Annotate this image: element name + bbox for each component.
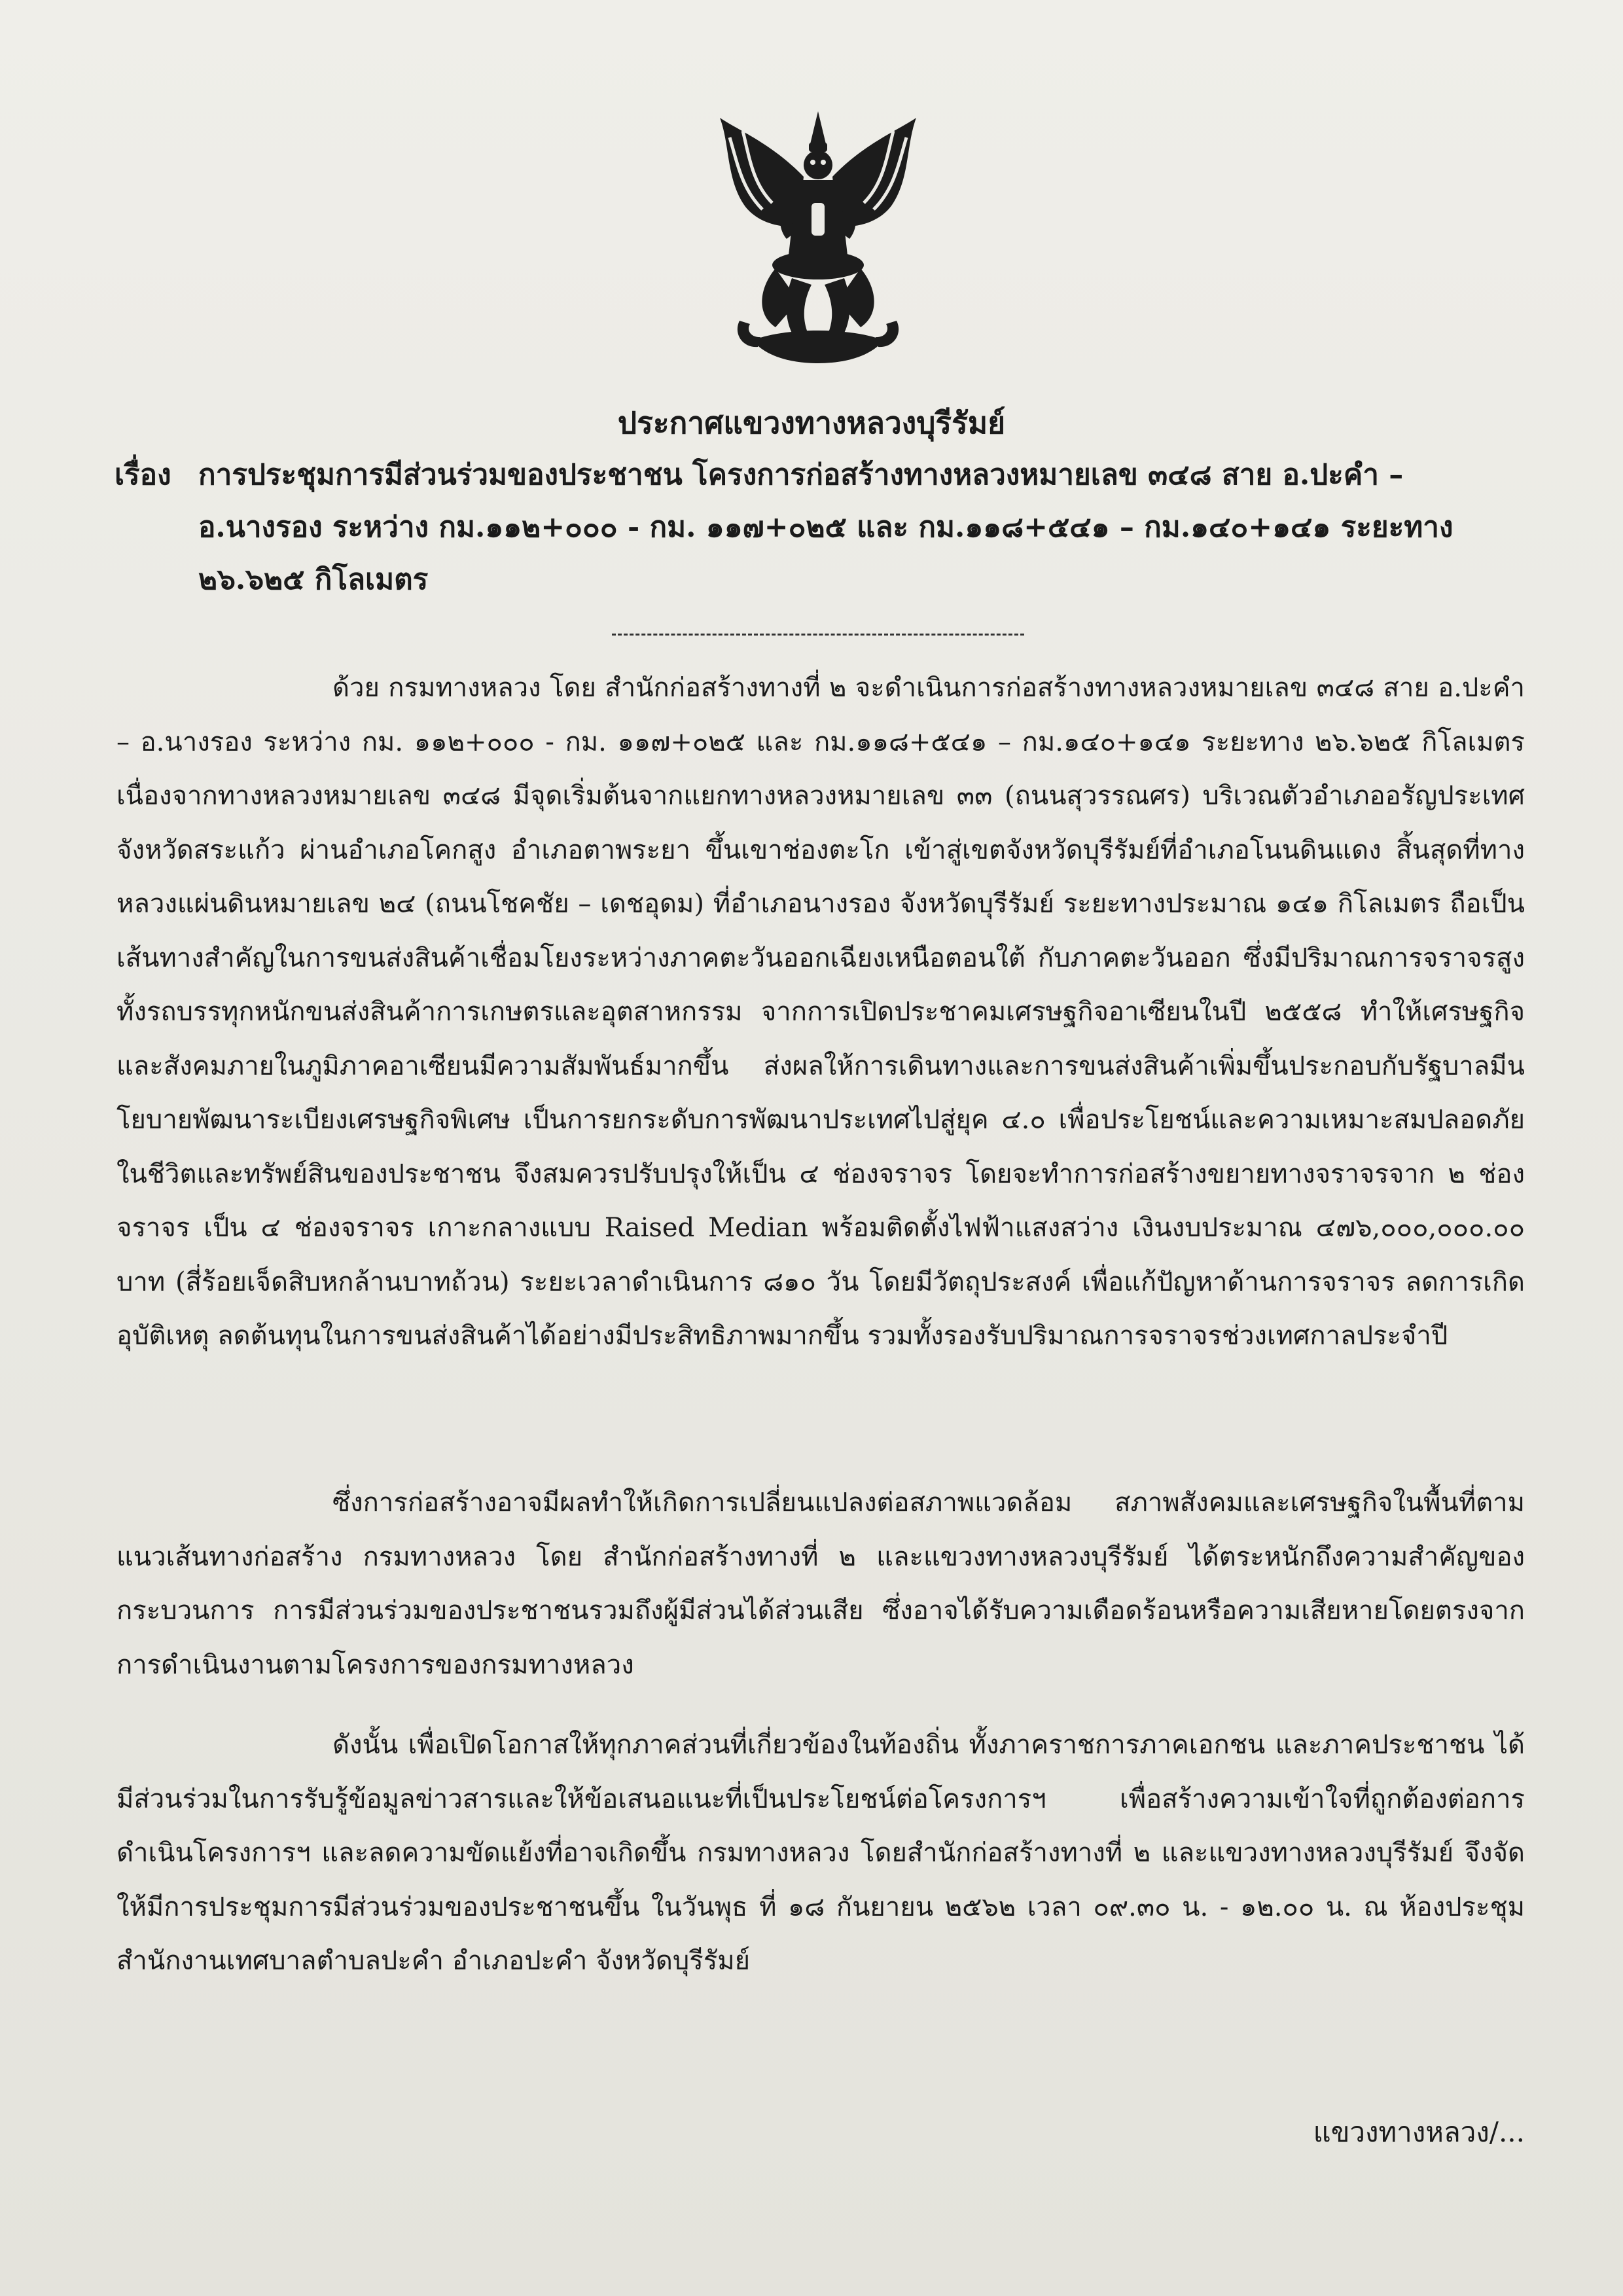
paragraph-2: ซึ่งการก่อสร้างอาจมีผลทำให้เกิดการเปลี่ยนแปลงต่อสภาพแวดล้อม สภาพสังคมและเศรษฐกิจในพื้นที่ตามแนวเส้นทางก่อสร้าง กรมทางหลวง โดย สำนักก่อสร้างทางที่ ๒ และแขวงทางหลวงบุรีรัมย์ ได้ตระหนักถึงความสำคัญของกระบวนการ การมีส่วนร่วมของประชาชนรวมถึงผู้มีส่วนได้ส่วนเสีย ซึ่งอาจได้รับความเดือดร้อนหรือความเสียหายโดยตรงจากการดำเนินงานตามโครงการของกรมทางหลวง (116, 1488, 1525, 1680)
paragraph-3: ดังนั้น เพื่อเปิดโอกาสให้ทุกภาคส่วนที่เกี่ยวข้องในท้องถิ่น ทั้งภาคราชการภาคเอกชน และภาคประชาชน ได้มีส่วนร่วมในการรับรู้ข้อมูลข่าวสารและให้ข้อเสนอแนะที่เป็นประโยชน์ต่อโครงการฯ เพื่อสร้างความเข้าใจที่ถูกต้องต่อการดำเนินโครงการฯ และลดความขัดแย้งที่อาจเกิดขึ้น กรมทางหลวง โดยสำนักก่อสร้างทางที่ ๒ และแขวงทางหลวงบุรีรัมย์ จึงจัดให้มีการประชุมการมีส่วนร่วมของประชาชนขึ้น ในวันพุธ ที่ ๑๘ กันยายน ๒๕๖๒ เวลา ๐๙.๓๐ น. - ๑๒.๐๐ น. ณ ห้องประชุมสำนักงานเทศบาลตำบลปะคำ อำเภอปะคำ จังหวัดบุรีรัมย์ (116, 1730, 1525, 1976)
paragraph-1: ด้วย กรมทางหลวง โดย สำนักก่อสร้างทางที่ ๒ จะดำเนินการก่อสร้างทางหลวงหมายเลข ๓๔๘ สาย อ.ปะคำ – อ.นางรอง ระหว่าง กม. ๑๑๒+๐๐๐ - กม. ๑๑๗+๐๒๕ และ กม.๑๑๘+๕๔๑ – กม.๑๔๐+๑๔๑ ระยะทาง ๒๖.๖๒๕ กิโลเมตร เนื่องจากทางหลวงหมายเลข ๓๔๘ มีจุดเริ่มต้นจากแยกทางหลวงหมายเลข ๓๓ (ถนนสุวรรณศร) บริเวณตัวอำเภออรัญประเทศ จังหวัดสระแก้ว ผ่านอำเภอโคกสูง อำเภอตาพระยา ขึ้นเขาช่องตะโก เข้าสู่เขตจังหวัดบุรีรัมย์ที่อำเภอโนนดินแดง สิ้นสุดที่ทางหลวงแผ่นดินหมายเลข ๒๔ (ถนนโชคชัย – เดชอุดม) ที่อำเภอนางรอง จังหวัดบุรีรัมย์ ระยะทางประมาณ ๑๔๑ กิโลเมตร ถือเป็นเส้นทางสำคัญในการขนส่งสินค้าเชื่อมโยงระหว่างภาคตะวันออกเฉียงเหนือตอนใต้ กับภาคตะวันออก ซึ่งมีปริมาณการจราจรสูง ทั้งรถบรรทุกหนักขนส่งสินค้าการเกษตรและอุตสาหกรรม จากการเปิดประชาคมเศรษฐกิจอาเซียนในปี ๒๕๕๘ ทำให้เศรษฐกิจและสังคมภายในภูมิภาคอาเซียนมีความสัมพันธ์มากขึ้น ส่งผลให้การเดินทางและการขนส่งสินค้าเพิ่มขึ้นประกอบกับรัฐบาลมีนโยบายพัฒนาระเบียงเศรษฐกิจพิเศษ เป็นการยกระดับการพัฒนาประเทศไปสู่ยุค ๔.๐ เพื่อประโยชน์และความเหมาะสมปลอดภัยในชีวิตและทรัพย์สินของประชาชน จึงสมควรปรับปรุงให้เป็น ๔ ช่องจราจร โดยจะทำการก่อสร้างขยายทางจราจรจาก ๒ ช่องจราจร เป็น ๔ ช่องจราจร เกาะกลางแบบ Raised Median พร้อมติดตั้งไฟฟ้าแสงสว่าง เงินงบประมาณ ๔๗๖,๐๐๐,๐๐๐.๐๐ บาท (สี่ร้อยเจ็ดสิบหกล้านบาทถ้วน) ระยะเวลาดำเนินการ ๘๑๐ วัน โดยมีวัตถุประสงค์ เพื่อแก้ปัญหาด้านการจราจร ลดการเกิดอุบัติเหตุ ลดต้นทุนในการขนส่งสินค้าได้อย่างมีประสิทธิภาพมากขึ้น รวมทั้งรองรับปริมาณการจราจรช่วงเทศกาลประจำปี (116, 673, 1525, 1351)
announcement-title: ประกาศแขวงทางหลวงบุรีรัมย์ (617, 405, 1006, 440)
subject-text: การประชุมการมีส่วนร่วมของประชาชน โครงการก่อสร้างทางหลวงหมายเลข ๓๔๘ สาย อ.ปะคำ – อ.นางรอง ระหว่าง กม.๑๑๒+๐๐๐ - กม. ๑๑๗+๐๒๕ และ กม.๑๑๘+๕๔๑ – กม.๑๔๐+๑๔๑ ระยะทาง ๒๖.๖๒๕ กิโลเมตร (198, 458, 1454, 596)
subject-label: เรื่อง (115, 458, 171, 492)
continuation-marker: แขวงทางหลวง/... (1313, 2116, 1525, 2148)
subject-block (115, 449, 1522, 606)
garuda-emblem-icon (713, 105, 923, 367)
divider-line (612, 634, 1024, 636)
